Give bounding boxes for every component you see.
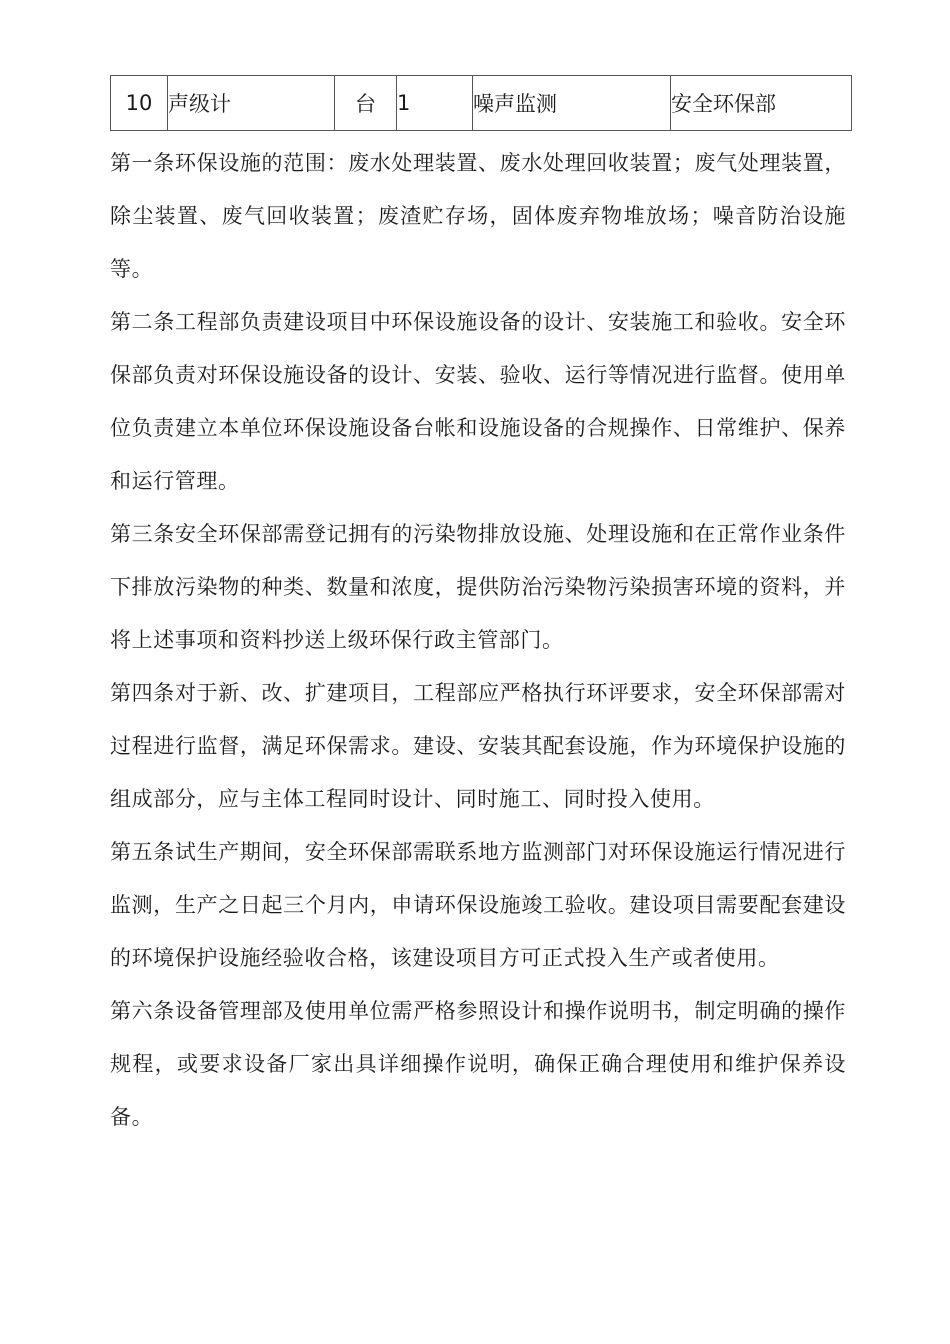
cell-department: 安全环保部: [671, 76, 852, 131]
table-row: [111, 76, 852, 131]
cell-quantity: 1: [397, 76, 473, 131]
cell-purpose: 噪声监测: [473, 76, 671, 131]
cell-number: 10: [111, 76, 168, 131]
article-3: 第三条安全环保部需登记拥有的污染物排放设施、处理设施和在正常作业条件下排放污染物的种类、数量和浓度，提供防治污染物污染损害环境的资料，并将上述事项和资料抄送上级环保行政主管部门。: [110, 522, 846, 652]
equipment-table: [110, 75, 852, 131]
article-6: 第六条设备管理部及使用单位需严格参照设计和操作说明书，制定明确的操作规程，或要求设备厂家出具详细操作说明，确保正确合理使用和维护保养设备。: [110, 999, 846, 1129]
article-4: 第四条对于新、改、扩建项目，工程部应严格执行环评要求，安全环保部需对过程进行监督，满足环保需求。建设、安装其配套设施，作为环境保护设施的组成部分，应与主体工程同时设计、同时施工、同时投入使用。: [110, 681, 846, 811]
cell-unit: 台: [335, 76, 397, 131]
article-1: 第一条环保设施的范围：废水处理装置、废水处理回收装置；废气处理装置，除尘装置、废气回收装置；废渣贮存场，固体废弃物堆放场；噪音防治设施等。: [110, 151, 846, 281]
article-2: 第二条工程部负责建设项目中环保设施设备的设计、安装施工和验收。安全环保部负责对环保设施设备的设计、安装、验收、运行等情况进行监督。使用单位负责建立本单位环保设施设备台帐和设施设备的合规操作、日常维护、保养和运行管理。: [110, 310, 846, 493]
article-5: 第五条试生产期间，安全环保部需联系地方监测部门对环保设施运行情况进行监测，生产之日起三个月内，申请环保设施竣工验收。建设项目需要配套建设的环境保护设施经验收合格，该建设项目方可正式投入生产或者使用。: [110, 840, 846, 970]
cell-equipment-name: 声级计: [168, 76, 335, 131]
body-text: [110, 137, 846, 1144]
